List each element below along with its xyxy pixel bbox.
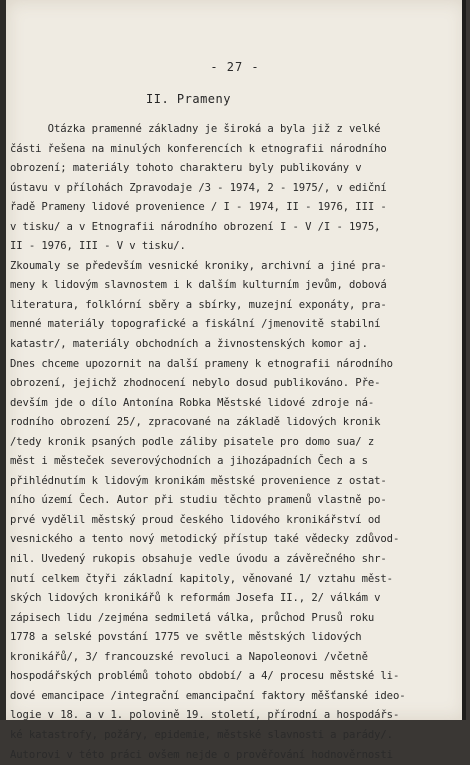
- text-line: Autorovi v této práci ovšem nejde o prověřování hodnověrnosti: [10, 746, 460, 765]
- page-left-edge: [0, 0, 6, 720]
- text-line: Dnes chceme upozornit na další prameny k etnografii národního: [10, 355, 460, 375]
- text-line: dové emancipace /integrační emancipační faktory měšťanské ideo-: [10, 687, 460, 707]
- text-line: kronikářů/, 3/ francouzské revoluci a Napoleonovi /včetně: [10, 648, 460, 668]
- text-line: prvé vydělil městský proud českého lidového kronikářství od: [10, 511, 460, 531]
- text-line: Otázka pramenné základny je široká a byla již z velké: [10, 120, 460, 140]
- text-line: devším jde o dílo Antonína Robka Městské lidové zdroje ná-: [10, 394, 460, 414]
- text-line: obrození; materiály tohoto charakteru byly publikovány v: [10, 159, 460, 179]
- text-line: Zkoumaly se především vesnické kroniky, archivní a jiné pra-: [10, 257, 460, 277]
- text-line: nil. Uvedený rukopis obsahuje vedle úvodu a závěrečného shr-: [10, 550, 460, 570]
- text-line: přihlédnutím k lidovým kronikám městské provenience z ostat-: [10, 472, 460, 492]
- text-line: nutí celkem čtyři základní kapitoly, věnované 1/ vztahu měst-: [10, 570, 460, 590]
- text-line: zápisech lidu /zejména sedmiletá válka, průchod Prusů roku: [10, 609, 460, 629]
- text-line: meny k lidovým slavnostem i k dalším kulturním jevům, dobová: [10, 276, 460, 296]
- text-line: logie v 18. a v 1. polovině 19. století, přírodní a hospodářs-: [10, 706, 460, 726]
- page-right-edge: [462, 0, 466, 720]
- text-line: /tedy kronik psaných podle záliby pisatele pro domo sua/ z: [10, 433, 460, 453]
- text-line: řadě Prameny lidové provenience / I - 1974, II - 1976, III -: [10, 198, 460, 218]
- text-line: literatura, folklórní sběry a sbírky, muzejní exponáty, pra-: [10, 296, 460, 316]
- page-number: - 27 -: [0, 60, 470, 74]
- text-line: vesnického a tento nový metodický přístup také vědecky zdůvod-: [10, 530, 460, 550]
- text-line: v tisku/ a v Etnografii národního obrození I - V /I - 1975,: [10, 218, 460, 238]
- text-line: 1778 a selské povstání 1775 ve světle městských lidových: [10, 628, 460, 648]
- section-heading: II. Prameny: [146, 92, 231, 106]
- text-line: ké katastrofy, požáry, epidemie, městské slavnosti a parády/.: [10, 726, 460, 746]
- text-line: rodního obrození 25/, zpracované na základě lidových kronik: [10, 413, 460, 433]
- text-line: části řešena na minulých konferencích k etnografii národního: [10, 140, 460, 160]
- text-line: katastr/, materiály obchodních a živnostenských komor aj.: [10, 335, 460, 355]
- text-line: ských lidových kronikářů k reformám Josefa II., 2/ válkám v: [10, 589, 460, 609]
- body-text: [10, 120, 460, 765]
- text-line: menné materiály topografické a fiskální /jmenovitě stabilní: [10, 315, 460, 335]
- text-line: hospodářských problémů tohoto období/ a 4/ procesu městské li-: [10, 667, 460, 687]
- text-line: ního území Čech. Autor při studiu těchto pramenů vlastně po-: [10, 491, 460, 511]
- text-line: ústavu v přílohách Zpravodaje /3 - 1974, 2 - 1975/, v ediční: [10, 179, 460, 199]
- text-line: obrození, jejichž zhodnocení nebylo dosud publikováno. Pře-: [10, 374, 460, 394]
- text-line: měst i městeček severovýchodních a jihozápadních Čech a s: [10, 452, 460, 472]
- text-line: II - 1976, III - V v tisku/.: [10, 237, 460, 257]
